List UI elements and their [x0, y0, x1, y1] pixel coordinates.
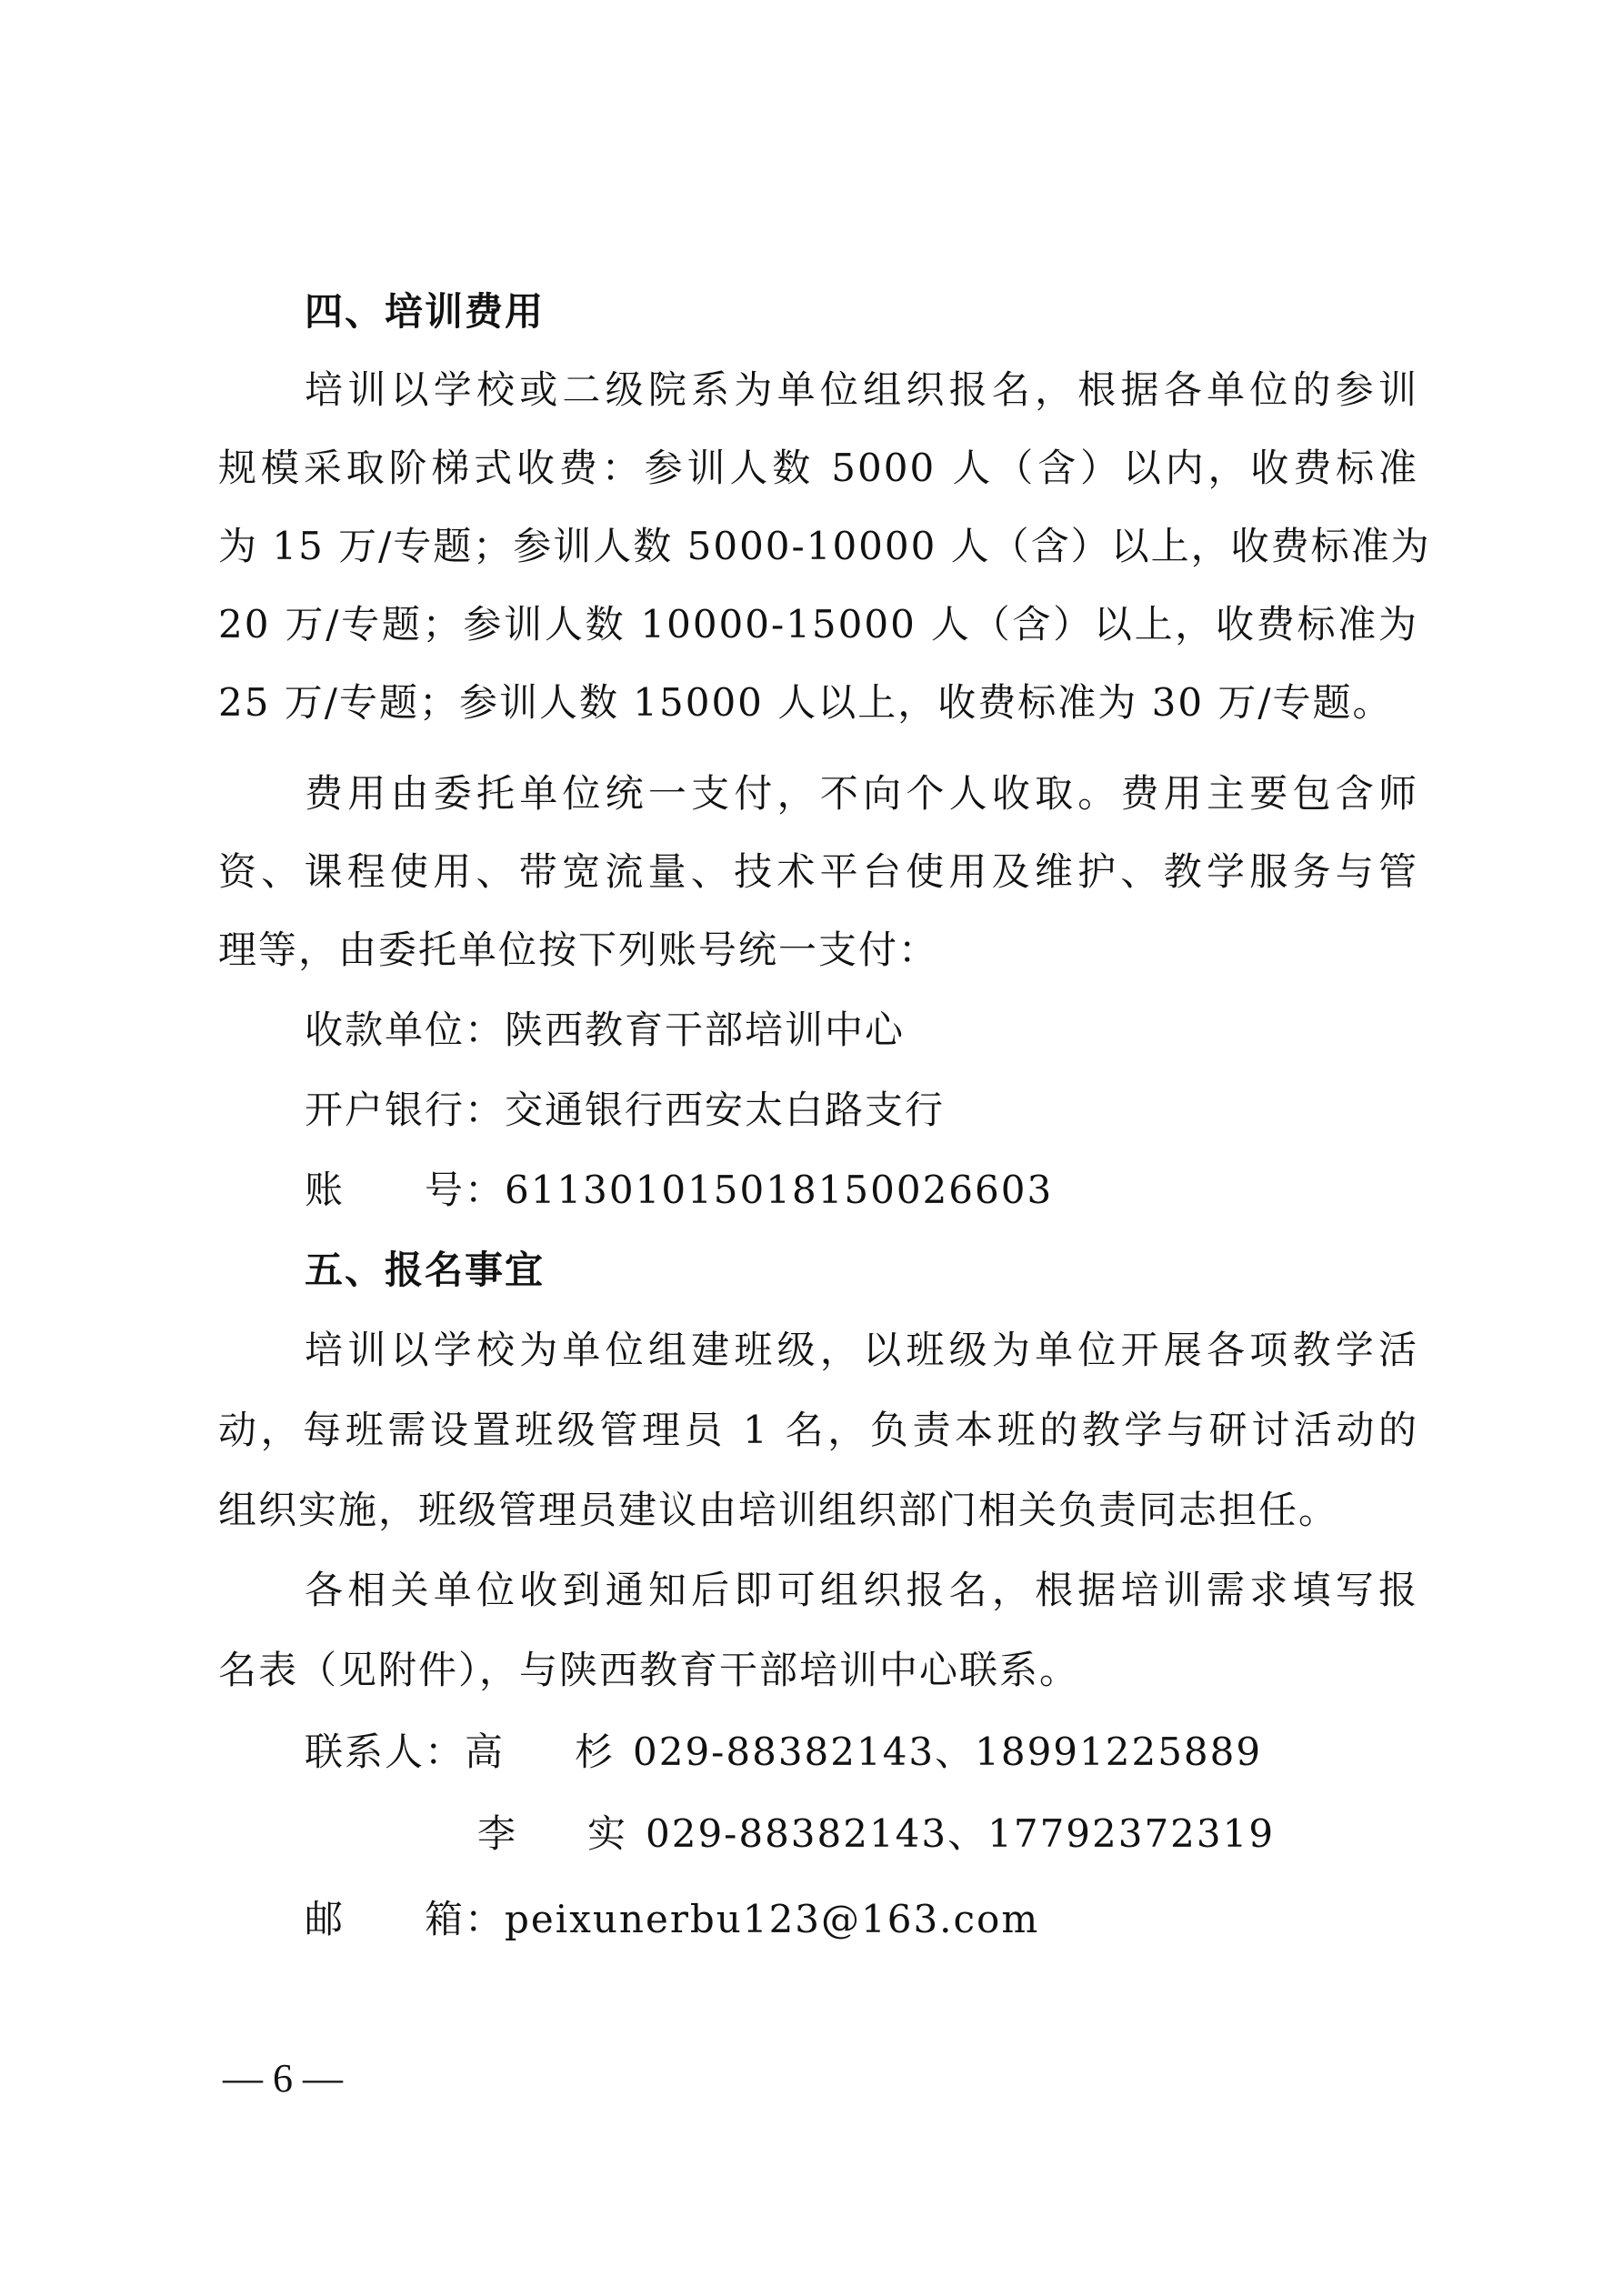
section4-para2-line1: 费用由委托单位统一支付，不向个人收取。费用主要包含师	[305, 771, 1418, 816]
section4-para1-line5: 25 万/专题；参训人数 15000 人以上，收费标准为 30 万/专题。	[218, 680, 1393, 725]
contact-row-1	[305, 1713, 1505, 1791]
account-label: 账 号：	[305, 1168, 506, 1212]
email-label: 邮 箱：	[305, 1897, 506, 1941]
section5-para1-line3: 组织实施，班级管理员建议由培训组织部门相关负责同志担任。	[218, 1488, 1339, 1532]
section4-para1-line2: 规模采取阶梯式收费：参训人数 5000 人（含）以内，收费标准	[218, 446, 1418, 490]
payee-label: 收款单位：	[305, 1008, 506, 1052]
email-row	[305, 1880, 1505, 1959]
account-row	[305, 1151, 1505, 1229]
payee-row	[305, 991, 1505, 1069]
section4-heading: 四、培训费用	[305, 289, 546, 334]
section5-para1-line2: 动，每班需设置班级管理员 1 名，负责本班的教学与研讨活动的	[218, 1408, 1418, 1452]
section5-heading: 五、报名事宜	[305, 1248, 546, 1292]
bank-row	[305, 1071, 1505, 1149]
contact-label: 联系人：	[305, 1730, 466, 1774]
account-value: 611301015018150026603	[505, 1168, 1054, 1212]
section4-para1-line4: 20 万/专题；参训人数 10000-15000 人（含）以上，收费标准为	[218, 602, 1418, 647]
section5-para2-line2: 名表（见附件），与陕西教育干部培训中心联系。	[218, 1648, 1080, 1692]
contact-name-1: 高 杉	[465, 1730, 616, 1774]
bank-value: 交通银行西安太白路支行	[505, 1088, 946, 1132]
payee-value: 陕西教育干部培训中心	[505, 1008, 906, 1052]
section4-para2-line2: 资、课程使用、带宽流量、技术平台使用及维护、教学服务与管	[218, 849, 1418, 894]
section4-para2-line3: 理等，由委托单位按下列账号统一支付：	[218, 927, 939, 972]
section5-para1-line1: 培训以学校为单位组建班级，以班级为单位开展各项教学活	[305, 1328, 1418, 1372]
section4-para1-line3: 为 15 万/专题；参训人数 5000-10000 人（含）以上，收费标准为	[218, 524, 1431, 568]
section5-para2-line1: 各相关单位收到通知后即可组织报名，根据培训需求填写报	[305, 1568, 1418, 1612]
contact-phones-2: 029-88382143、17792372319	[646, 1811, 1276, 1856]
section4-para1-line1: 培训以学校或二级院系为单位组织报名，根据各单位的参训	[305, 367, 1418, 412]
contact-name-2: 李 实	[477, 1811, 627, 1856]
contact-row-2	[477, 1795, 1623, 1873]
contact-phones-1: 029-88382143、18991225889	[633, 1730, 1263, 1774]
email-value: peixunerbu123@163.com	[505, 1897, 1040, 1941]
bank-label: 开户银行：	[305, 1088, 506, 1132]
page-number: — 6 —	[223, 2056, 343, 2100]
